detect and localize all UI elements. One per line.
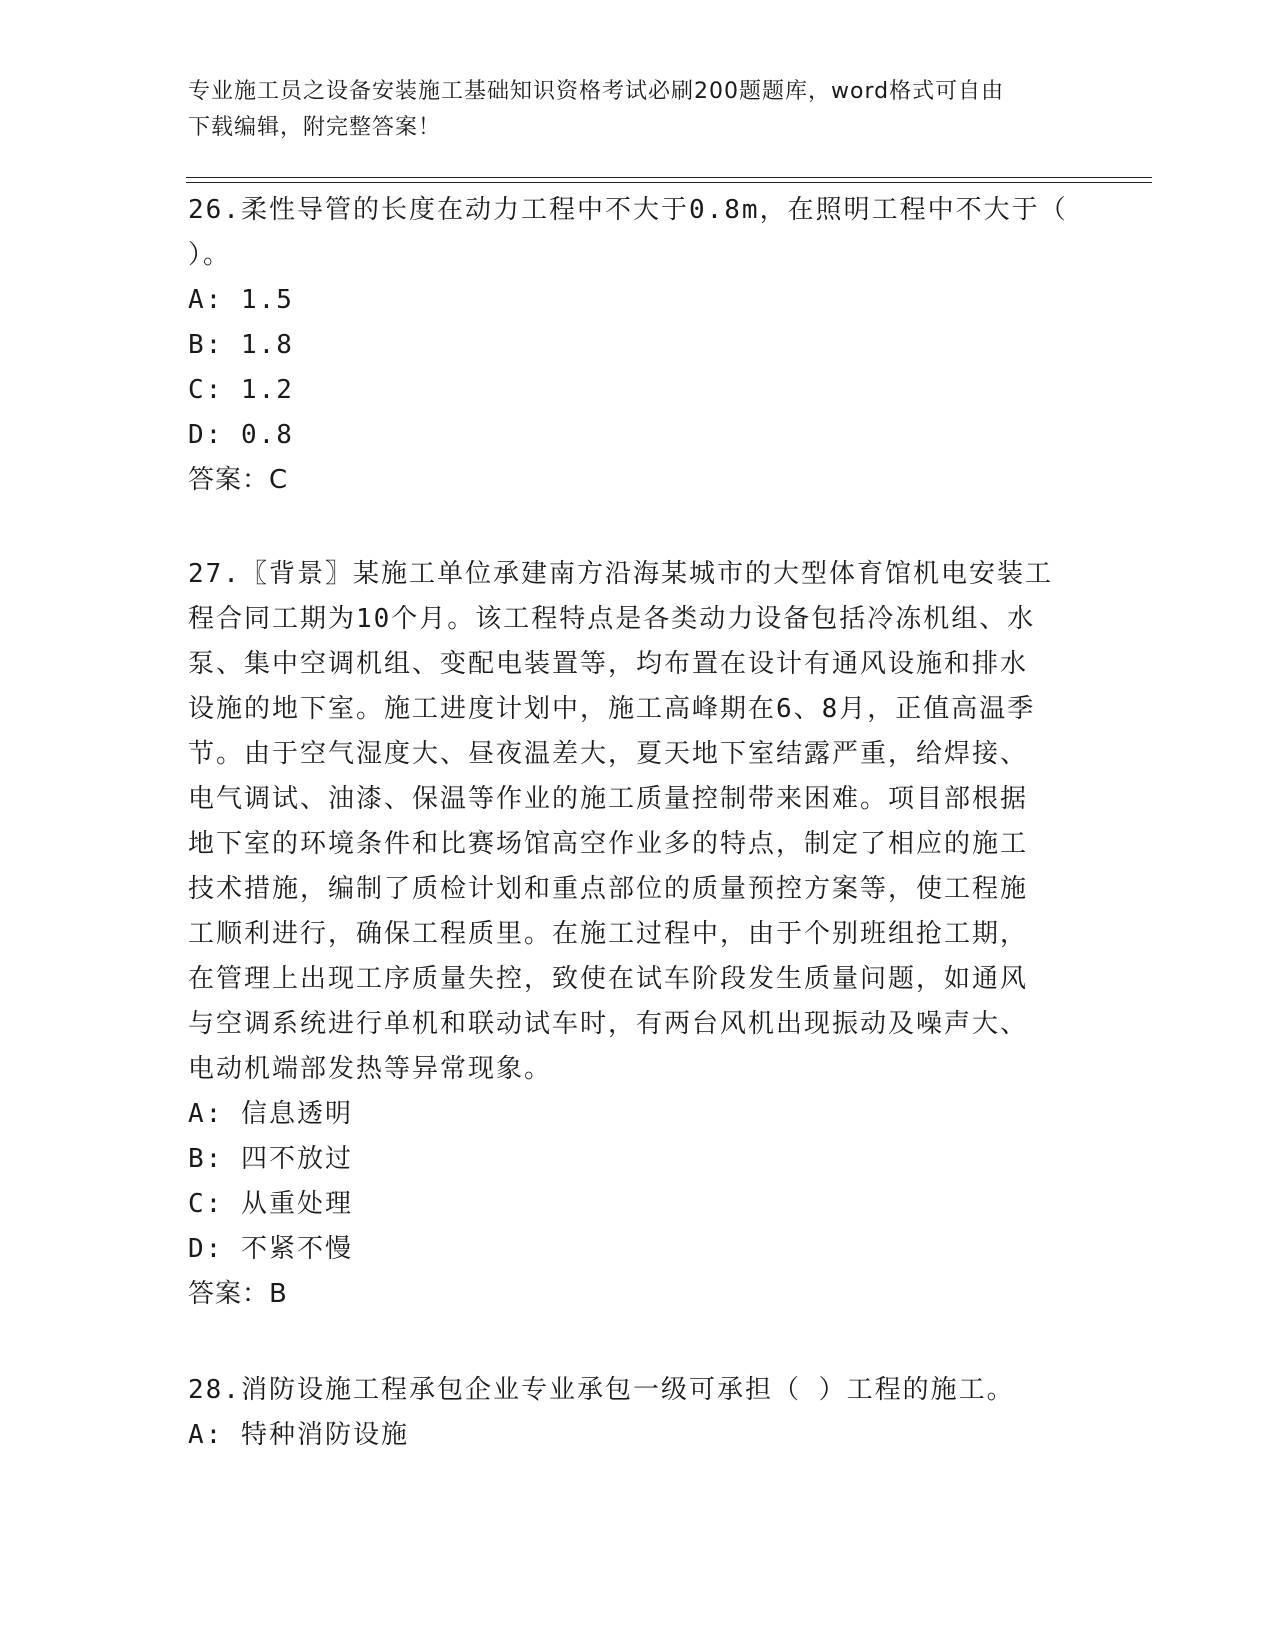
question-stem-line: 设施的地下室。施工进度计划中，施工高峰期在6、8月，正值高温季 (188, 694, 1036, 724)
question-stem-line: 电动机端部发热等异常现象。 (188, 1054, 553, 1084)
question-stem-line: 程合同工期为10个月。该工程特点是各类动力设备包括冷冻机组、水 (188, 604, 1036, 634)
question-stem-line: 泵、集中空调机组、变配电装置等，均布置在设计有通风设施和排水 (188, 649, 1029, 679)
answer: 答案：C (188, 465, 289, 495)
option-c: C: 从重处理 (188, 1189, 353, 1219)
option-d: D: 0.8 (188, 420, 294, 450)
question-stem-line: 27.〖背景〗某施工单位承建南方沿海某城市的大型体育馆机电安装工 (188, 559, 1053, 589)
option-c: C: 1.2 (188, 375, 294, 405)
question-stem-line: 工顺利进行，确保工程质里。在施工过程中，由于个别班组抢工期， (188, 919, 1029, 949)
question-26 (188, 188, 1078, 503)
question-27 (188, 552, 1078, 1317)
question-28 (188, 1368, 1078, 1458)
header-line-1: 专业施工员之设备安装施工基础知识资格考试必刷200题题库，word格式可自由 (188, 79, 1005, 104)
question-stem-line: 技术措施，编制了质检计划和重点部位的质量预控方案等，使工程施 (188, 874, 1029, 904)
question-stem-line: 28.消防设施工程承包企业专业承包一级可承担（ ）工程的施工。 (188, 1375, 1015, 1405)
answer: 答案：B (188, 1279, 288, 1309)
question-stem-line: 地下室的环境条件和比赛场馆高空作业多的特点，制定了相应的施工 (188, 829, 1029, 859)
question-stem-line: 与空调系统进行单机和联动试车时，有两台风机出现振动及噪声大、 (188, 1009, 1029, 1039)
option-b: B: 1.8 (188, 330, 294, 360)
question-stem-line: 电气调试、油漆、保温等作业的施工质量控制带来困难。项目部根据 (188, 784, 1029, 814)
option-a: A: 特种消防设施 (188, 1420, 409, 1450)
question-stem-line: 节。由于空气湿度大、昼夜温差大，夏天地下室结露严重，给焊接、 (188, 739, 1029, 769)
header-divider-bottom (186, 182, 1152, 183)
header-divider-top (186, 177, 1152, 178)
option-a: A: 信息透明 (188, 1099, 353, 1129)
question-stem-line: 在管理上出现工序质量失控，致使在试车阶段发生质量问题，如通风 (188, 964, 1029, 994)
option-a: A: 1.5 (188, 285, 294, 315)
option-d: D: 不紧不慢 (188, 1234, 353, 1264)
document-header (188, 74, 1068, 146)
header-line-2: 下载编辑，附完整答案！ (188, 115, 442, 140)
question-stem-line: ）。 (188, 240, 232, 270)
option-b: B: 四不放过 (188, 1144, 353, 1174)
question-stem-line: 26.柔性导管的长度在动力工程中不大于0.8m，在照明工程中不大于（ (188, 195, 1068, 225)
